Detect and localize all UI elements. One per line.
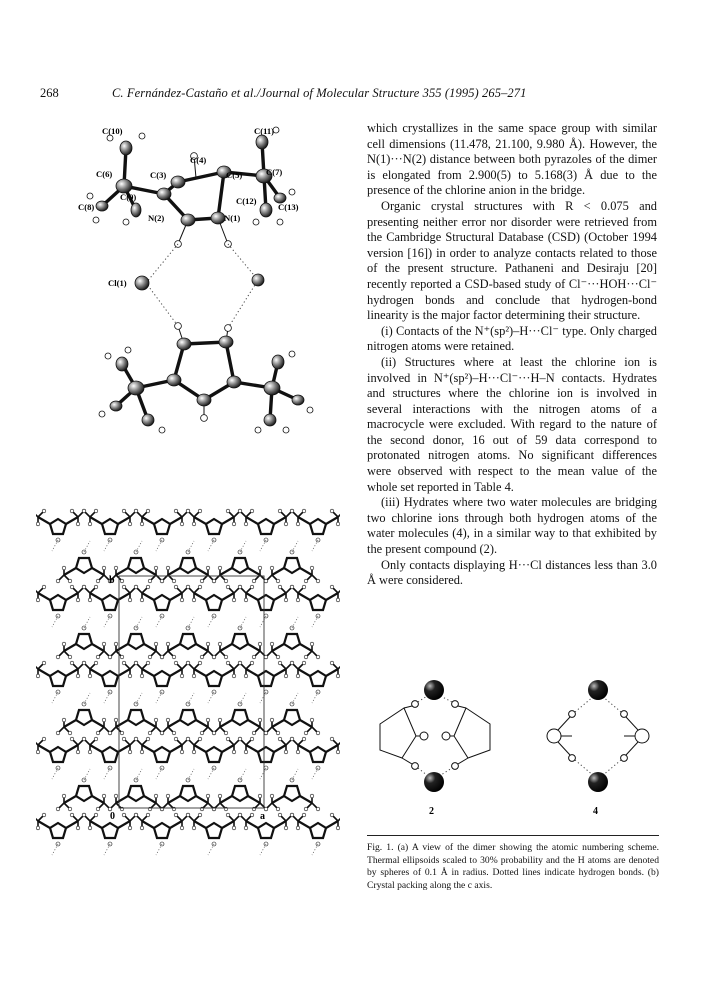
paragraph-4: (ii) Structures where at least the chlorine ion is involved in N⁺(sp²)–H···Cl⁻···H–N contacts. Hydrates and structures where the chlorine ion is involved in several interactions with the nitrogen atoms of a macrocycle were excluded. With regard to the nature of the second donor, 16 out of 59 data correspond to protonated nitrogen atoms. No significant differences were observed with respect to the mean value of the whole set reported in Table 4.	[367, 354, 657, 494]
paragraph-2: Organic crystal structures with R < 0.075 and presenting neither error nor disorder were retrieved from the Cambridge Structural Database (CSD) (October 1994 version [16]) in order to analyze contacts related to those of the present structure. Pathaneni and Desiraju [20] recently reported a CSD-based study of Cl⁻···HOH···Cl⁻ hydrogen bonds and conclude that hydrogen-bond linearity is the major factor determining their structure.	[367, 198, 657, 323]
upper-pyrazole-molecule	[87, 127, 295, 247]
label-c13: C(13)	[278, 202, 299, 212]
figure-1a-dimer	[66, 118, 336, 438]
label-c9: C(9)	[120, 192, 137, 202]
label-c4: C(4)	[190, 155, 207, 165]
unit-cell	[119, 576, 264, 808]
scheme-2	[380, 680, 490, 792]
scheme-label-2: 2	[429, 806, 434, 817]
chlorine-bridge	[135, 244, 264, 328]
figure-1b-crystal-packing	[36, 505, 340, 865]
paragraph-6: Only contacts displaying H···Cl distances less than 3.0 Å were considered.	[367, 557, 657, 588]
paragraph-1: which crystallizes in the same space group with similar cell dimensions (11.478, 21.100, 9.980 Å). However, the N(1)···N(2) distance between both pyrazoles of the dimer is elongated from 2.900(5) to 5.168(3) Å due to the presence of the chlorine anion in the bridge.	[367, 121, 657, 198]
scheme-label-4: 4	[593, 806, 598, 817]
hydrogen-bond-schemes	[370, 672, 660, 822]
label-c3: C(3)	[150, 170, 167, 180]
axis-label-b: b	[109, 575, 115, 586]
page-number: 268	[40, 86, 59, 100]
scheme-4	[547, 680, 649, 792]
label-c6: C(6)	[96, 169, 113, 179]
figure-caption: Fig. 1. (a) A view of the dimer showing the atomic numbering scheme. Thermal ellipsoids scaled to 30% probability and the H atoms are denoted by spheres of 0.1 Å in radius. Dotted lines indicate hydrogen bonds. (b) Crystal packing along the c axis.	[367, 835, 659, 892]
paragraph-3: (i) Contacts of the N⁺(sp²)–H···Cl⁻ type. Only charged nitrogen atoms were retained.	[367, 323, 657, 354]
lower-pyrazole-molecule	[99, 323, 313, 433]
packing-molecules	[36, 509, 340, 855]
label-n1: N(1)	[224, 213, 241, 223]
running-head: C. Fernández-Castaño et al./Journal of Molecular Structure 355 (1995) 265–271	[112, 86, 527, 100]
label-c5: C(5)	[226, 170, 243, 180]
label-n2: N(2)	[148, 213, 165, 223]
label-c12: C(12)	[236, 196, 257, 206]
label-c10: C(10)	[102, 126, 123, 136]
paragraph-5: (iii) Hydrates where two water molecules are bridging two chlorine ions through both hydrogen atoms of the water molecules (4), in a similar way to that exhibited by the present compound (2).	[367, 495, 657, 557]
label-cl1: Cl(1)	[108, 278, 127, 288]
body-text-column	[367, 121, 657, 589]
label-c11: C(11)	[254, 126, 275, 136]
label-c8: C(8)	[78, 202, 95, 212]
axis-label-a: a	[260, 811, 265, 822]
axis-label-origin: 0	[110, 811, 115, 822]
label-c7: C(7)	[266, 167, 283, 177]
